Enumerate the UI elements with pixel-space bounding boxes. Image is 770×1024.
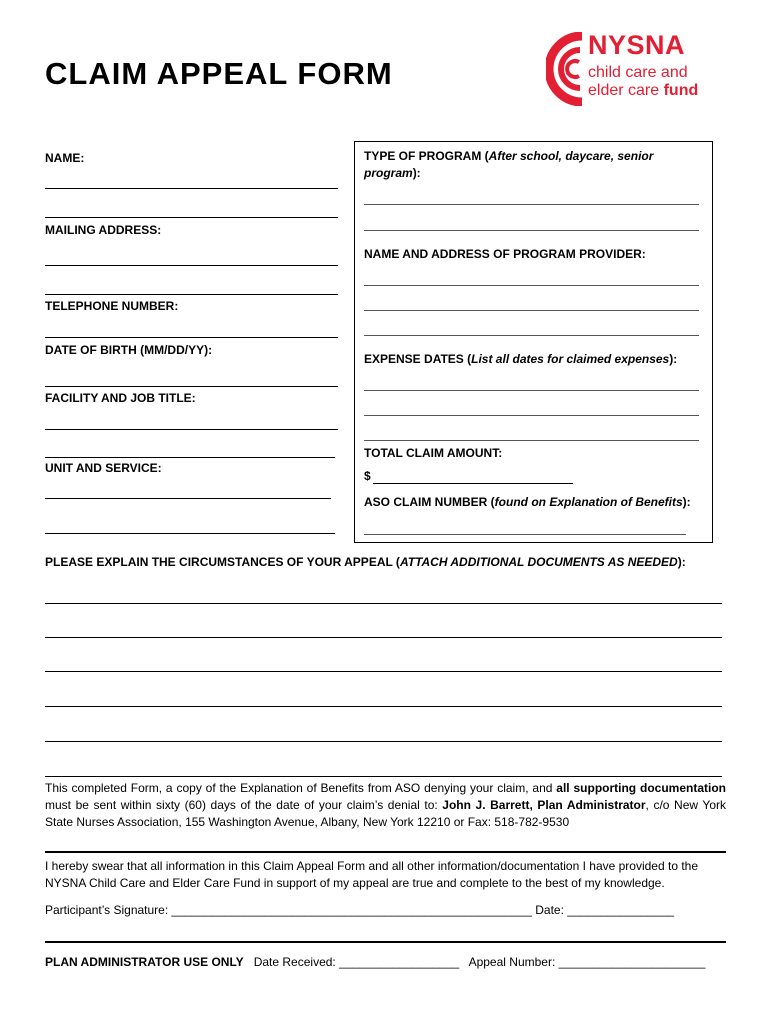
nysna-logo — [546, 32, 726, 106]
logo-line-3: elder care fund — [588, 82, 699, 99]
provider-field-line-3[interactable] — [364, 335, 699, 336]
name-field-line-2[interactable] — [45, 217, 338, 218]
facility-label: FACILITY AND JOB TITLE: — [45, 391, 196, 405]
unit-label: UNIT AND SERVICE: — [45, 461, 162, 475]
admin-row — [45, 954, 705, 971]
unit-field-line-1[interactable] — [45, 498, 331, 499]
explain-label: PLEASE EXPLAIN THE CIRCUMSTANCES OF YOUR APPEAL (ATTACH ADDITIONAL DOCUMENTS AS NEEDED): — [45, 555, 686, 569]
mailing-field-line-1[interactable] — [45, 265, 338, 266]
submission-instructions: This completed Form, a copy of the Explanation of Benefits from ASO denying your claim, and all supporting documentation must be sent within sixty (60) days of the date of your claim’s denial to: John J. Barrett, Plan Administrator, c/o New York State Nurses Association, 155 Washington Avenue, Albany, New York 12210 or Fax: 518-782-9530 — [45, 781, 726, 829]
expense-field-line-2[interactable] — [364, 415, 699, 416]
expense-field-line-1[interactable] — [364, 390, 699, 391]
signature-row — [45, 902, 674, 919]
admin-divider — [45, 941, 726, 943]
nysna-logo-mark-icon — [546, 32, 588, 106]
facility-field-line-1[interactable] — [45, 429, 338, 430]
total-claim-label: TOTAL CLAIM AMOUNT: — [364, 446, 503, 460]
unit-field-line-2[interactable] — [45, 533, 335, 534]
expense-dates-label: EXPENSE DATES (List all dates for claimed expenses): — [364, 352, 678, 366]
facility-field-line-2[interactable] — [45, 457, 335, 458]
form-title: CLAIM APPEAL FORM — [45, 56, 393, 91]
mailing-field-line-2[interactable] — [45, 294, 338, 295]
explain-line-1[interactable] — [45, 603, 722, 604]
explain-line-5[interactable] — [45, 741, 722, 742]
explain-line-2[interactable] — [45, 637, 722, 638]
dollar-sign: $ — [364, 469, 371, 483]
date-label: Date: — [535, 903, 568, 917]
aso-number-field-line[interactable] — [364, 534, 686, 535]
total-amount-field-line[interactable] — [373, 483, 573, 484]
provider-field-line-2[interactable] — [364, 310, 699, 311]
dob-field-line[interactable] — [45, 386, 338, 387]
section-divider — [45, 851, 726, 853]
signature-label: Participant’s Signature: — [45, 903, 172, 917]
explain-line-4[interactable] — [45, 706, 722, 707]
type-of-program-label: TYPE OF PROGRAM (After school, daycare, senior program): — [364, 149, 654, 180]
type-field-line-1[interactable] — [364, 204, 699, 205]
oath-statement: I hereby swear that all information in this Claim Appeal Form and all other information/documentation I have provided to the NYSNA Child Care and Elder Care Fund in support of my appeal are true and complete to the best of my knowledge. — [45, 859, 699, 890]
program-provider-label: NAME AND ADDRESS OF PROGRAM PROVIDER: — [364, 247, 646, 261]
signature-field[interactable]: ______________________________________________________ — [171, 903, 532, 917]
provider-field-line-1[interactable] — [364, 285, 699, 286]
explain-line-6[interactable] — [45, 776, 722, 777]
mailing-address-label: MAILING ADDRESS: — [45, 223, 162, 237]
appeal-number-field[interactable]: ______________________ — [558, 955, 706, 969]
logo-line-2: child care and — [588, 64, 688, 81]
dob-label: DATE OF BIRTH (MM/DD/YY): — [45, 343, 213, 357]
name-field-line-1[interactable] — [45, 188, 338, 189]
appeal-number-label: Appeal Number: — [468, 955, 559, 969]
admin-label: PLAN ADMINISTRATOR USE ONLY — [45, 955, 244, 969]
expense-field-line-3[interactable] — [364, 440, 699, 441]
date-field[interactable]: ________________ — [567, 903, 675, 917]
date-received-label: Date Received: — [253, 955, 340, 969]
type-field-line-2[interactable] — [364, 230, 699, 231]
explain-line-3[interactable] — [45, 671, 722, 672]
logo-wordmark: NYSNA — [588, 30, 686, 60]
date-received-field[interactable]: __________________ — [339, 955, 460, 969]
telephone-field-line[interactable] — [45, 337, 338, 338]
name-label: NAME: — [45, 151, 85, 165]
telephone-label: TELEPHONE NUMBER: — [45, 299, 179, 313]
aso-claim-number-label: ASO CLAIM NUMBER (found on Explanation of Benefits): — [364, 495, 691, 509]
